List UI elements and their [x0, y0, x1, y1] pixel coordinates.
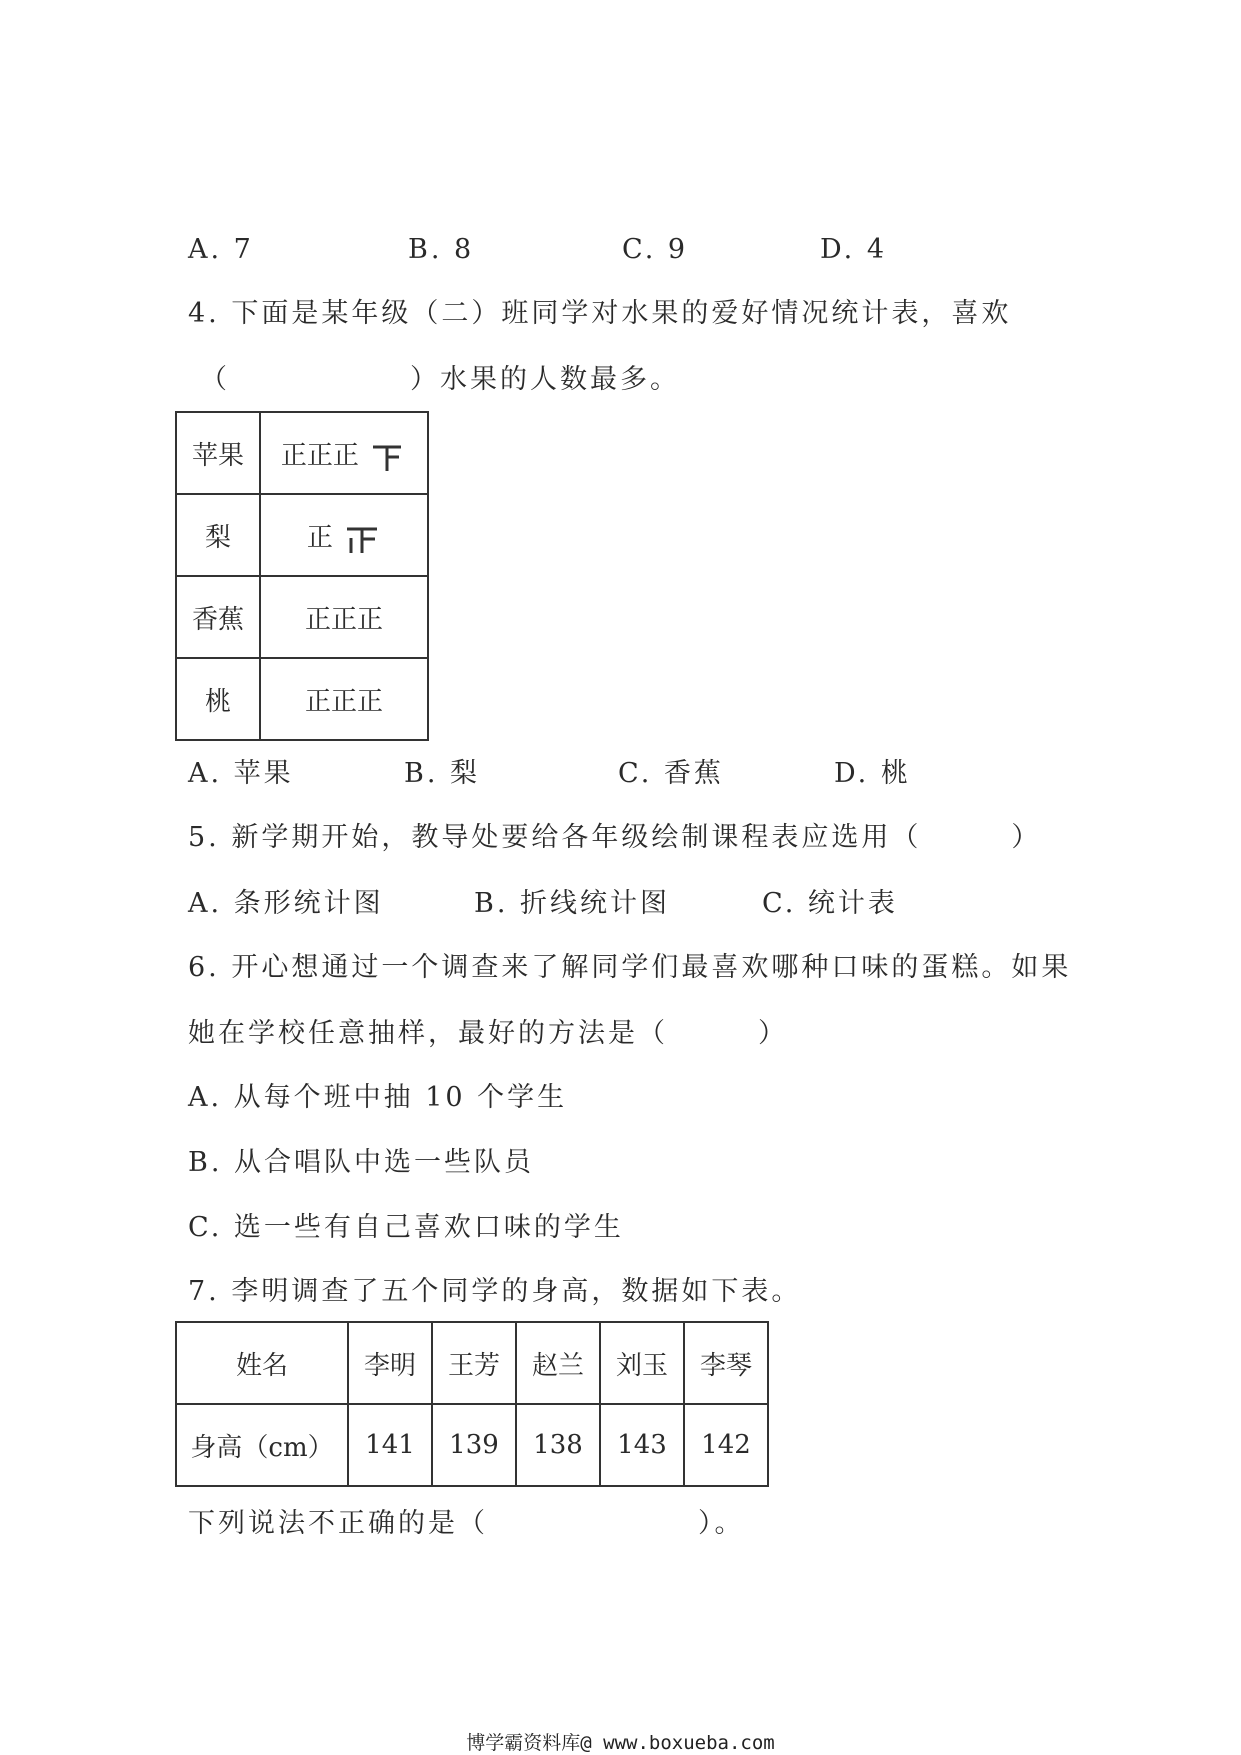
- q5-option-b: B. 折线统计图: [474, 888, 671, 919]
- fruit-cell: 梨: [176, 494, 260, 576]
- q7-question: 7. 李明调查了五个同学的身高，数据如下表。: [188, 1276, 802, 1307]
- name-cell: 李明: [348, 1322, 432, 1404]
- tally-cell: 正正正: [260, 658, 428, 740]
- height-cell: 142: [684, 1404, 768, 1486]
- name-cell: 刘玉: [600, 1322, 684, 1404]
- q5-option-a: A. 条形统计图: [188, 888, 384, 919]
- fruit-cell: 香蕉: [176, 576, 260, 658]
- q6-option-c: C. 选一些有自己喜欢口味的学生: [188, 1212, 624, 1243]
- q6-option-a: A. 从每个班中抽 10 个学生: [188, 1082, 568, 1113]
- q3-option-a: A. 7: [188, 234, 254, 265]
- q3-option-b: B. 8: [408, 234, 475, 265]
- table-header-label: 姓名: [176, 1322, 348, 1404]
- q6-question-line2: 她在学校任意抽样，最好的方法是（ ）: [188, 1018, 788, 1049]
- q4-question-line2: （ ）水果的人数最多。: [200, 364, 680, 395]
- name-cell: 李琴: [684, 1322, 768, 1404]
- q7-followup: 下列说法不正确的是（ ）。: [188, 1508, 745, 1539]
- q4-option-a: A. 苹果: [188, 758, 294, 789]
- q3-option-c: C. 9: [622, 234, 689, 265]
- height-cell: 139: [432, 1404, 516, 1486]
- q5-option-c: C. 统计表: [762, 888, 898, 919]
- tally-cell: [260, 494, 428, 576]
- height-data-table: [175, 1321, 769, 1487]
- fruit-tally-table: [175, 411, 429, 741]
- page-footer: 博学霸资料库@ www.boxueba.com: [466, 1732, 775, 1754]
- tally-text: 正正正: [280, 440, 359, 471]
- name-cell: 赵兰: [516, 1322, 600, 1404]
- tally-partial-mark-icon: [367, 442, 407, 472]
- name-cell: 王芳: [432, 1322, 516, 1404]
- q4-question-line1: 4. 下面是某年级（二）班同学对水果的爱好情况统计表，喜欢: [188, 298, 1012, 329]
- q6-question-line1: 6. 开心想通过一个调查来了解同学们最喜欢哪种口味的蛋糕。如果: [188, 952, 1072, 983]
- q4-option-d: D. 桃: [834, 758, 911, 789]
- q6-option-b: B. 从合唱队中选一些队员: [188, 1147, 535, 1178]
- tally-text: 正: [306, 522, 333, 553]
- tally-cell: 正正正: [260, 576, 428, 658]
- q4-option-c: C. 香蕉: [618, 758, 724, 789]
- height-cell: 143: [600, 1404, 684, 1486]
- tally-cell: [260, 412, 428, 494]
- q4-option-b: B. 梨: [404, 758, 481, 789]
- q3-option-d: D. 4: [820, 234, 888, 265]
- height-cell: 141: [348, 1404, 432, 1486]
- tally-partial-mark-icon: [341, 524, 381, 554]
- height-cell: 138: [516, 1404, 600, 1486]
- fruit-cell: 苹果: [176, 412, 260, 494]
- table-row-label: 身高（cm）: [176, 1404, 348, 1486]
- fruit-cell: 桃: [176, 658, 260, 740]
- q5-question: 5. 新学期开始，教导处要给各年级绘制课程表应选用（ ）: [188, 822, 1042, 853]
